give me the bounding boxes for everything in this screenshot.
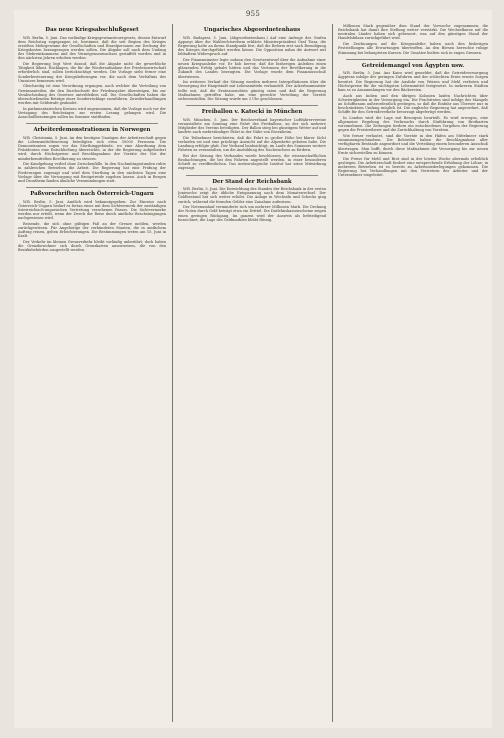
article-paragraph: W.B. Berlin, 5. Juni. Die Entwicklung des Standes der Reichsbank in der ersten Juniwoche zeigt die übliche Entspannung nach dem Monatswechsel. Der Goldbestand hat sich weiter erhöht. Die Anlage in Wechseln und Schecks ging zurück, während die fremden Gelder eine Zunahme aufweisen. bbox=[178, 187, 326, 204]
article-paragraph: Im weiteren Verlauf der Sitzung wurden mehrere Interpellationen über die Versorgung der Hauptstadt mit Lebensmitteln verhandelt. Der Ackerbauminister teilte mit, daß die Ernteaussichten günstig seien und daß die Regierung Maßnahmen getroffen habe, um eine gerechte Verteilung der Vorräte sicherzustellen. Die Sitzung wurde um 3 Uhr geschlossen. bbox=[178, 80, 326, 101]
article-headline: Das neue Kriegsabschlußgeset bbox=[45, 27, 139, 33]
column-2 bbox=[178, 24, 326, 724]
article-headline: Der Stand der Reichsbank bbox=[212, 178, 292, 185]
column-rule bbox=[332, 24, 333, 722]
page-number: 955 bbox=[245, 10, 261, 18]
article-paragraph: Die Zeichnungen auf die Kriegsanleihe haben nach den bisherigen Feststellungen alle Erwartungen übertroffen. An den Börsen herrschte ruhige Stimmung bei behaupteten Kursen. Die Umsätze hielten sich in engen Grenzen. bbox=[338, 42, 488, 55]
article-headline: Ungarisches Abgeordnetenhaus bbox=[203, 27, 301, 33]
article-paragraph: In London wird die Lage mit Besorgnis beurteilt. Es wird erwogen, eine allgemeine Regelung des Verbrauchs durch Einführung von Brotkarten vorzunehmen. Die Zeitungen fordern ein entschiedenes Vorgehen der Regierung gegen die Preistreiberei und die Zurückhaltung von Vorräten. bbox=[338, 115, 488, 133]
newspaper-page bbox=[14, 10, 492, 728]
article-headline: Getreidemangel von Ägypten usw. bbox=[361, 62, 465, 69]
article-paragraph: W.B. Berlin, 5. Juni. Das vorläufige Kriegsgewinnsteuergesetz, dessen Entwurf dem Reichstag zugegangen ist, bestimmt, daß die seit Beginn des Krieges erzielten Mehrgewinne der Gesellschaften und Einzelpersonen zur Deckung der Kriegskosten herangezogen werden sollen. Die Abgabe soll nach dem Umfang des Mehreinkommens und des Vermögenszuwachses gestaffelt werden und in den nächsten Jahren erhoben werden. bbox=[18, 35, 166, 61]
article-paragraph: In parlamentarischen Kreisen wird angenommen, daß die Vorlage noch vor der Vertagung des Reichstages zur ersten Lesung gelangen wird. Die Ausschußberatungen sollen im Sommer stattfinden. bbox=[18, 106, 166, 120]
article-headline: Freiballon v. Katocki in München bbox=[201, 109, 303, 116]
article-separator bbox=[186, 105, 318, 106]
article-paragraph: Die Teilnehmer berichteten, daß die Fahrt in großer Höhe bei klarer Sicht verlaufen sei und eine prächtige Aussicht auf die Alpenkette geboten habe. Die Landung erfolgte glatt. Der Verband beabsichtigt, im Laufe des Sommers weitere Fahrten zu veranstalten, um die Ausbildung des Nachwuchses zu fördern. bbox=[178, 135, 326, 153]
article-paragraph: Gleichzeitig ist eine Verordnung ergangen, nach welcher die Verteilung von Gewinnanteilen, die den Durchschnitt der Friedensjahre übersteigen, bis zur Verabschiedung des Gesetzes unterbleiben soll. Die Gesellschaften haben die überschießenden Beträge einer Sonderrücklage zuzuführen. Zuwiderhandlungen werden mit Geldstrafe geahndet. bbox=[18, 84, 166, 106]
column-3 bbox=[338, 24, 488, 724]
article-separator bbox=[26, 123, 158, 124]
article-paragraph: Wie ferner verlautet, sind die Vorräte in den Häfen am Mittelmeer stark zusammengeschmolzen. Die Behörden haben die Beschlagnahme aller verfügbaren Bestände angeordnet und die Verteilung einem besonderen Ausschuß übertragen. Man hofft, durch diese Maßnahmen die Versorgung bis zur neuen Ernte sicherstellen zu können. bbox=[338, 134, 488, 155]
article-paragraph: Die Kundgebung verlief ohne Zwischenfälle. In den Nachmittagsstunden ruhte in zahlreichen Betrieben die Arbeit. Die Regierung hat eine Prüfung der Forderungen zugesagt und wird dem Storthing in den nächsten Tagen eine Vorlage über die Versorgung mit Brotgetreide zugehen lassen. Auch in Bergen und Drontheim fanden ähnliche Versammlungen statt. bbox=[18, 162, 166, 183]
article-paragraph: Die Regierung legt Wert darauf, daß die Abgabe nicht die gewerbliche Tätigkeit lähmt. Rücklagen, die für die Wiederaufnahme der Friedenswirtschaft erforderlich sind, sollen berücksichtigt werden. Die Vorlage sieht ferner eine Sonderbesteuerung der Kriegslieferungen vor, die nach dem Verhältnis des Umsatzes bemessen wird. bbox=[18, 62, 166, 83]
article-paragraph: Auch aus Indien und den übrigen Kolonien laufen Nachrichten über Schwierigkeiten in der Versorgung ein. Die Frachtraten sind infolge des Mangels an Schiffsraum außerordentlich gestiegen, so daß die Einfuhr aus Übersee nur in beschränktem Umfang möglich ist. Die englische Regierung hat angeordnet, daß Schiffe für den Getreideverkehr bevorzugt abgefertigt werden. bbox=[338, 93, 488, 115]
article-separator bbox=[186, 175, 318, 176]
article-paragraph: W.B. Christiania, 5. Juni. An den heutigen Umzügen der Arbeiterschaft gegen die Lebensmittelteuerung beteiligten sich etwa 30000 Personen. Die Demonstranten zogen vor das Storthinggebäude, wo eine Abordnung dem Präsidenten eine Entschließung überreichte, in der die Regierung aufgefordert wird, durch Höchstpreise und Beschlagnahme der Vorräte der Not der minderbemittelten Bevölkerung zu steuern. bbox=[18, 135, 166, 161]
column-rule bbox=[172, 24, 173, 722]
article-paragraph: Der Notenumlauf verminderte sich um mehrere Millionen Mark. Die Deckung der Noten durch Gold beträgt etwa ein Drittel. Die Darlehnskassenscheine zeigen einen geringen Rückgang. Im ganzen wird der Ausweis als befriedigend bezeichnet; die Lage des Geldmarktes bleibt flüssig. bbox=[178, 205, 326, 222]
article-headline: Paßvorschriften nach Österreich-Ungarn bbox=[30, 191, 154, 198]
article-paragraph: W.B. Budapest, 5. Juni. (Abgeordnetenhaus.) Auf eine Anfrage des Grafen Apponyi über die Wahlrechtsreform erklärte Ministerpräsident Graf Tisza, die Regierung halte an ihrem Standpunkt fest, daß die Reform erst nach Beendigung des Krieges durchgeführt werden könne. Die Opposition nahm die Antwort mit lebhaftem Widerspruch auf. bbox=[178, 35, 326, 57]
article-paragraph: Der Finanzminister legte sodann den Gesetzentwurf über die Aufnahme einer neuen Kriegsanleihe vor. Er hob hervor, daß die bisherigen Anleihen einen glänzenden Erfolg gehabt hätten und das Vertrauen der Bevölkerung in die Zukunft des Landes bezeugten. Die Vorlage wurde dem Finanzausschuß überwiesen. bbox=[178, 57, 326, 79]
article-paragraph: Der Verkehr im kleinen Grenzverkehr bleibt vorläufig unberührt; doch haben die Grenzbewohner sich durch Grenzkarten auszuweisen, die von den Bezirksbehörden ausgestellt werden. bbox=[18, 240, 166, 253]
article-paragraph: Reisende, die sich ohne gültigen Paß an der Grenze melden, werden zurückgewiesen. Für Angehörige der verbündeten Staaten, die in amtlichem Auftrag reisen, gelten Erleichterungen. Die Bestimmungen treten am 15. Juni in Kraft. bbox=[18, 221, 166, 239]
article-headline: Arbeiterdemonstrationen in Norwegen bbox=[33, 127, 151, 134]
article-separator bbox=[26, 187, 158, 188]
column-1 bbox=[18, 24, 166, 724]
article-paragraph: Bei der Sitzung des Verbandes wurde beschlossen, die wissenschaftlichen Beobachtungen, die bei den Fahrten angestellt werden, in einer besonderen Schrift zu veröffentlichen. Das meteorologische Institut hat seine Mitwirkung zugesagt. bbox=[178, 153, 326, 171]
article-separator bbox=[346, 59, 480, 60]
article-paragraph: W.B. München, 5. Juni. Der Reichsverband bayerischer Luftfahrervereine veranstaltete am Sonntag eine Fahrt des Freiballons, an der sich mehrere Mitglieder des Vereins beteiligten. Der Ballon stieg bei günstigem Wetter auf und landete nach mehrstündiger Fahrt in der Nähe von Rosenheim. bbox=[178, 117, 326, 134]
article-paragraph: Die Preise für Mehl und Brot sind in der letzten Woche abermals erheblich gestiegen. Die Arbeiterschaft fordert eine entsprechende Erhöhung der Löhne; in mehreren Betrieben ist es bereits zu Arbeitsniederlegungen gekommen. Die Regierung hat Verhandlungen mit den Vertretern der Arbeiter und der Unternehmer eingeleitet. bbox=[338, 156, 488, 178]
article-paragraph: Millionen Mark gegenüber dem Stand der Vorwoche zugenommen; die Reichsbank hat damit ihre Stellung weiter verstärkt. Die Wechselkurse auf die neutralen Länder haben sich gebessert, was auf den günstigen Stand der Handelsbilanz zurückgeführt wird. bbox=[338, 24, 488, 41]
article-paragraph: W.B. Berlin, 5. Juni. Aus Kairo wird gemeldet, daß die Getreideversorgung Ägyptens infolge der geringen Zufuhren und der schlechten Ernte ernste Sorgen bereitet. Die Regierung hat die Ausfuhr von Weizen und Mehl verboten und Höchstpreise für die wichtigsten Lebensmittel festgesetzt. In mehreren Städten kam es zu Ansammlungen vor den Bäckereien. bbox=[338, 71, 488, 92]
article-paragraph: W.B. Berlin, 5. Juni. Amtlich wird bekanntgegeben: Zur Einreise nach Österreich-Ungarn bedarf es fortan eines mit dem Sichtvermerk der zuständigen österreichisch-ungarischen Vertretung versehenen Passes. Die Sichtvermerke werden nur erteilt, wenn der Zweck der Reise durch amtliche Bescheinigungen nachgewiesen wird. bbox=[18, 199, 166, 221]
